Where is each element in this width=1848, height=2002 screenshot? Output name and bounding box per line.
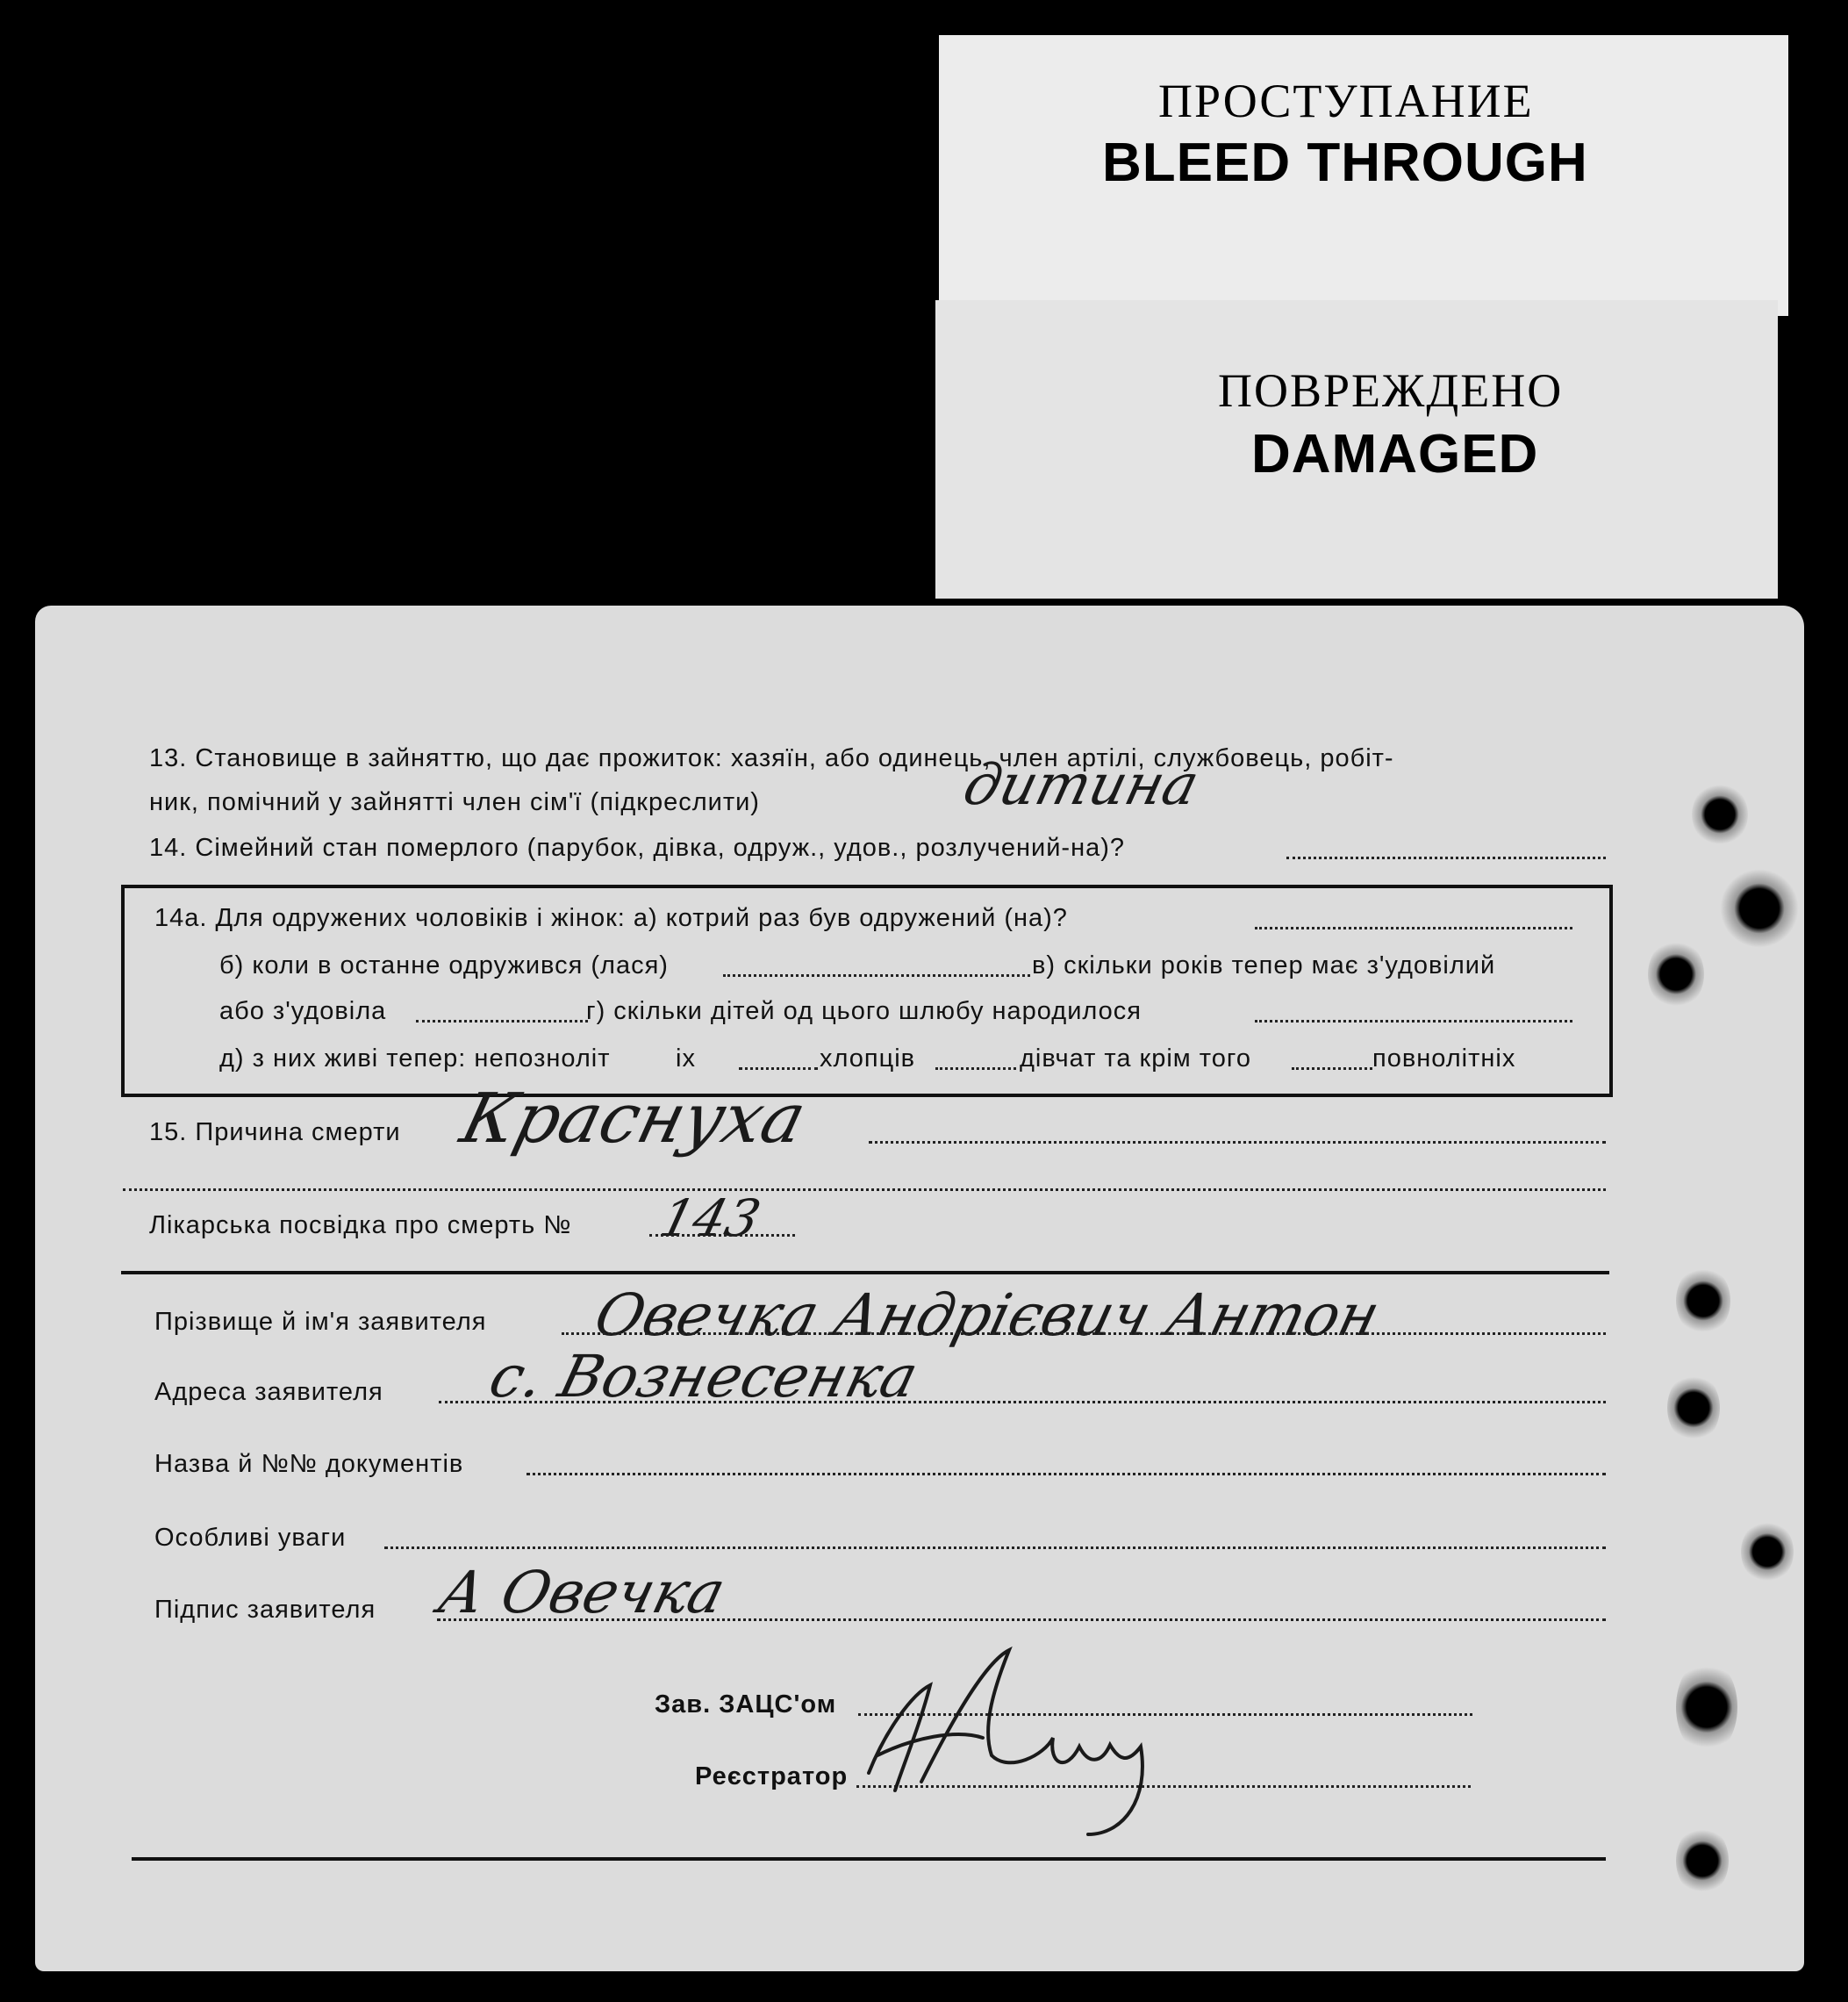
item15-value: Краснуха <box>453 1080 813 1159</box>
registrar-label: Реєстратор <box>695 1762 849 1790</box>
item13-line1: 13. Становище в зайняттю, що дає прожиток: хазяїн, або одинець, член артілі, службовець, робіт- <box>149 744 1394 772</box>
documents-field <box>526 1473 1606 1475</box>
item13-value: дитина <box>956 753 1206 818</box>
item14a-field-b <box>723 974 1030 977</box>
bleed-through-en: BLEED THROUGH <box>1102 133 1588 193</box>
notes-field <box>384 1546 1606 1549</box>
item14a-field-d1 <box>739 1067 818 1070</box>
documents-label: Назва й №№ документів <box>154 1450 464 1478</box>
item14-question: 14. Сімейний стан померлого (парубок, дівка, одруж., удов., розлучений-на)? <box>149 834 1126 862</box>
item14a-field-v <box>416 1020 588 1023</box>
item14a-line1: 14а. Для одружених чоловіків і жінок: а) котрий раз був одружений (на)? <box>154 904 1068 932</box>
applicant-name-label: Прізвище й ім'я заявителя <box>154 1308 487 1336</box>
applicant-name-value: Овечка Андрієвич Антон <box>588 1281 1386 1349</box>
damaged-ru: ПОВРЕЖДЕНО <box>1218 364 1564 417</box>
damaged-tag <box>935 300 1778 599</box>
item14a-line4a: д) з них живі тепер: непозноліт <box>219 1044 611 1073</box>
item14a-field-g <box>1255 1020 1572 1023</box>
item14a-line2b: в) скільки років тепер має з'удовілий <box>1032 951 1496 979</box>
damage-hole <box>1741 1520 1794 1583</box>
item14a-field-d3 <box>1292 1067 1372 1070</box>
applicant-address-label: Адреса заявителя <box>154 1378 383 1406</box>
item15-label: 15. Причина смерти <box>149 1118 401 1146</box>
item14a-line2a: б) коли в останне одружився (лася) <box>219 951 669 979</box>
bleed-through-tag <box>939 35 1788 316</box>
signature-label: Підпис заявителя <box>154 1596 376 1624</box>
cert-label: Лікарська посвідка про смерть № <box>149 1211 572 1239</box>
signature-field <box>437 1618 1606 1621</box>
registrar-signature <box>860 1641 1158 1852</box>
item14a-line4a2: іх <box>676 1044 696 1073</box>
damage-hole <box>1676 1826 1729 1896</box>
item14a-line3a: або з'удовіла <box>219 997 387 1025</box>
bottom-rule <box>132 1857 1606 1861</box>
damage-hole <box>1667 1373 1720 1443</box>
damage-hole <box>1648 939 1704 1009</box>
record-card <box>35 606 1804 1971</box>
item14a-field-a <box>1255 927 1572 929</box>
cert-value: 143 <box>654 1188 767 1248</box>
damage-hole <box>1676 1659 1737 1755</box>
item14a-line4b: хлопців <box>820 1044 916 1073</box>
applicant-address-field <box>439 1401 1606 1403</box>
damage-hole <box>1692 783 1748 846</box>
applicant-name-field <box>562 1332 1606 1335</box>
item15-field-2 <box>123 1188 1606 1191</box>
notes-label: Особливі уваги <box>154 1524 347 1552</box>
item15-field <box>869 1141 1606 1144</box>
item14a-line4c: дівчат та крім того <box>1020 1044 1251 1073</box>
item14a-line4d: повнолітніх <box>1372 1044 1516 1073</box>
damage-hole <box>1720 869 1799 948</box>
item14-field <box>1286 857 1606 859</box>
head-label: Зав. ЗАЦС'ом <box>655 1690 837 1719</box>
item13-line2: ник, помічний у зайнятті член сім'ї (підкреслити) <box>149 788 760 816</box>
bleed-through-ru: ПРОСТУПАНИЕ <box>1158 75 1534 127</box>
cert-field <box>649 1234 795 1237</box>
damage-hole <box>1676 1266 1730 1336</box>
damaged-en: DAMAGED <box>1251 424 1539 484</box>
section-divider <box>121 1271 1609 1274</box>
applicant-signature: А Овечка <box>432 1559 732 1626</box>
item14a-field-d2 <box>935 1067 1016 1070</box>
item14a-line3b: г) скільки дітей од цього шлюбу народилося <box>586 997 1142 1025</box>
applicant-address-value: с. Вознесенка <box>483 1343 925 1410</box>
